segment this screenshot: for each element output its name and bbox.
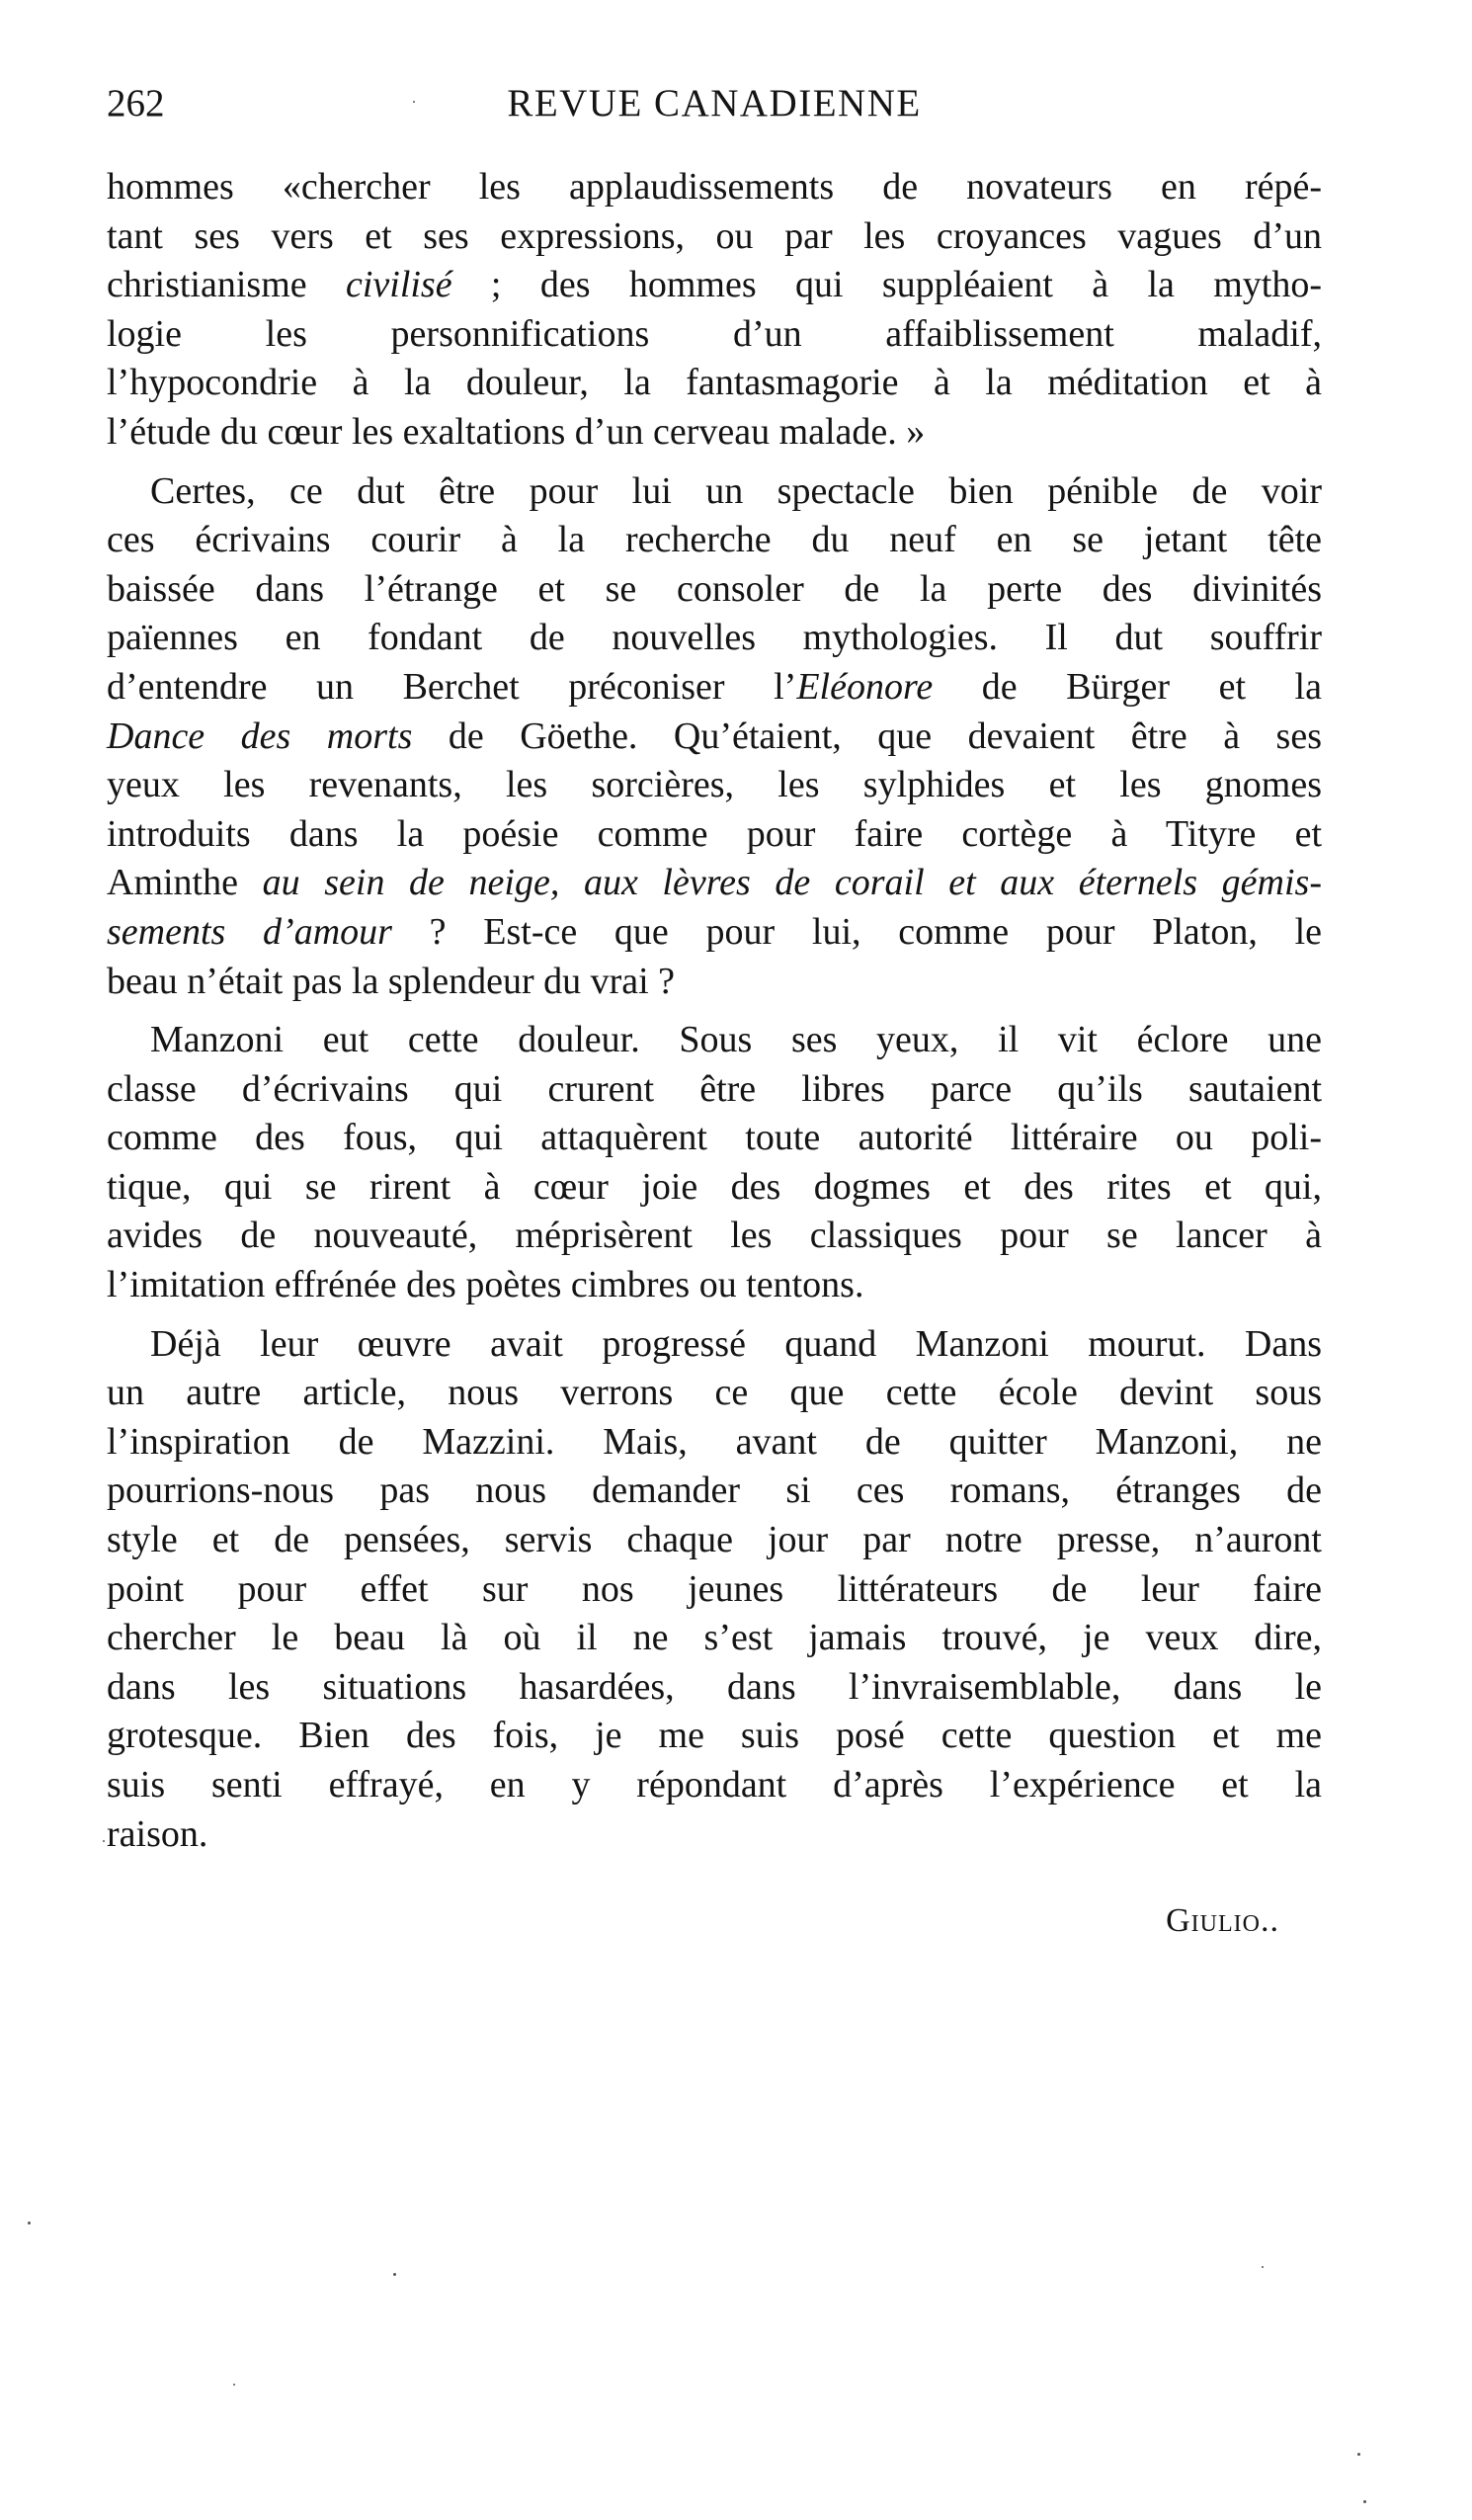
text-line bbox=[107, 713, 1322, 762]
scan-speck bbox=[413, 101, 415, 103]
text-run: un autre article, nous verrons ce que cette école devint sous bbox=[107, 1372, 1322, 1414]
page-number: 262 bbox=[107, 82, 165, 125]
text-line bbox=[107, 163, 1322, 212]
text-line bbox=[107, 663, 1322, 713]
text-line bbox=[107, 908, 1322, 958]
text-run: christianisme bbox=[107, 264, 346, 306]
text-run: hommes «chercher les applaudissements de novateurs en répé- bbox=[107, 166, 1322, 208]
text-line bbox=[107, 261, 1322, 310]
text-run: de Bürger et la bbox=[933, 665, 1322, 708]
text-run: introduits dans la poésie comme pour faire cortège à Tityre et bbox=[107, 812, 1322, 855]
italic-phrase: civilisé bbox=[345, 264, 452, 306]
text-line bbox=[107, 1663, 1322, 1713]
scan-speck bbox=[233, 2384, 235, 2386]
scan-speck bbox=[28, 2222, 31, 2225]
text-run: de Göethe. Qu’étaient, que devaient être à ses bbox=[412, 714, 1322, 757]
paragraph bbox=[107, 1320, 1322, 1860]
text-line bbox=[107, 761, 1322, 810]
text-run: Certes, ce dut être pour lui un spectacle bien pénible de voir bbox=[150, 469, 1322, 512]
text-line bbox=[107, 1163, 1322, 1213]
text-run: classe d’écrivains qui crurent être libres parce qu’ils sautaient bbox=[107, 1067, 1322, 1110]
text-run: yeux les revenants, les sorcières, les sylphides et les gnomes bbox=[107, 764, 1322, 806]
paragraph-gap bbox=[107, 1006, 1322, 1016]
text-run: avides de nouveauté, méprisèrent les classiques pour se lancer à bbox=[107, 1215, 1322, 1257]
text-run: l’imitation effrénée des poètes cimbres ou tentons. bbox=[107, 1264, 864, 1306]
text-run: tique, qui se rirent à cœur joie des dogmes et des rites et qui, bbox=[107, 1165, 1322, 1208]
italic-phrase: Dance des morts bbox=[107, 714, 413, 757]
text-line bbox=[107, 1712, 1322, 1761]
text-run: logie les personnifications d’un affaiblissement maladif, bbox=[107, 312, 1322, 355]
paragraph bbox=[107, 1016, 1322, 1310]
text-run: Aminthe bbox=[107, 862, 263, 904]
italic-phrase: sements d’amour bbox=[107, 910, 392, 953]
text-run: ? Est-ce que pour lui, comme pour Platon, le bbox=[391, 910, 1322, 953]
text-run: pourrions-nous pas nous demander si ces romans, étranges de bbox=[107, 1470, 1322, 1512]
text-run: l’hypocondrie à la douleur, la fantasmagorie à la méditation et à bbox=[107, 362, 1322, 404]
text-run: point pour effet sur nos jeunes littérateurs de leur faire bbox=[107, 1567, 1322, 1610]
text-line bbox=[107, 1810, 1322, 1860]
text-line bbox=[107, 1418, 1322, 1468]
text-run: Manzoni eut cette douleur. Sous ses yeux, il vit éclore une bbox=[150, 1019, 1322, 1061]
text-line bbox=[107, 1614, 1322, 1663]
article-body bbox=[107, 163, 1322, 1859]
running-title: REVUE CANADIENNE bbox=[507, 82, 922, 125]
text-line bbox=[107, 1369, 1322, 1418]
paragraph-gap bbox=[107, 1310, 1322, 1320]
page-header bbox=[107, 81, 1322, 140]
text-run: beau n’était pas la splendeur du vrai ? bbox=[107, 960, 676, 1002]
text-run: chercher le beau là où il ne s’est jamais trouvé, je veux dire, bbox=[107, 1617, 1322, 1659]
author-signature: Giulio.. bbox=[1166, 1902, 1279, 1939]
text-run: raison. bbox=[107, 1812, 208, 1855]
italic-phrase: au sein de neige, aux lèvres de corail et aux éternels gémis- bbox=[262, 862, 1322, 904]
text-line bbox=[107, 516, 1322, 565]
paragraph bbox=[107, 163, 1322, 458]
text-run: grotesque. Bien des fois, je me suis posé cette question et me bbox=[107, 1715, 1322, 1757]
text-line bbox=[107, 565, 1322, 615]
text-line bbox=[107, 1467, 1322, 1516]
scan-speck bbox=[393, 2273, 396, 2276]
text-run: suis senti effrayé, en y répondant d’après l’expérience et la bbox=[107, 1764, 1322, 1806]
text-line bbox=[107, 1516, 1322, 1565]
text-line bbox=[107, 310, 1322, 360]
text-line bbox=[107, 1761, 1322, 1810]
text-line bbox=[107, 467, 1322, 517]
text-line bbox=[107, 1016, 1322, 1065]
text-run: d’entendre un Berchet préconiser l’ bbox=[107, 665, 797, 708]
text-line bbox=[107, 859, 1322, 908]
text-line bbox=[107, 1565, 1322, 1615]
text-line bbox=[107, 1114, 1322, 1163]
text-run: dans les situations hasardées, dans l’invraisemblable, dans le bbox=[107, 1665, 1322, 1708]
text-line bbox=[107, 408, 1322, 458]
scan-speck bbox=[1363, 2500, 1366, 2503]
scan-speck bbox=[103, 1840, 105, 1842]
text-run: baissée dans l’étrange et se consoler de la perte des divinités bbox=[107, 567, 1322, 610]
text-run: tant ses vers et ses expressions, ou par les croyances vagues d’un bbox=[107, 214, 1322, 257]
text-run: ces écrivains courir à la recherche du neuf en se jetant tête bbox=[107, 519, 1322, 561]
text-run: l’inspiration de Mazzini. Mais, avant de quitter Manzoni, ne bbox=[107, 1420, 1322, 1463]
text-line bbox=[107, 810, 1322, 860]
text-line bbox=[107, 1320, 1322, 1370]
text-run: comme des fous, qui attaquèrent toute autorité littéraire ou poli- bbox=[107, 1117, 1322, 1159]
text-run: Déjà leur œuvre avait progressé quand Manzoni mourut. Dans bbox=[150, 1322, 1322, 1365]
text-line bbox=[107, 1065, 1322, 1115]
text-line bbox=[107, 359, 1322, 408]
text-run: païennes en fondant de nouvelles mythologies. Il dut souffrir bbox=[107, 617, 1322, 659]
text-run: style et de pensées, servis chaque jour par notre presse, n’auront bbox=[107, 1519, 1322, 1561]
scan-speck bbox=[1357, 2453, 1360, 2456]
text-line bbox=[107, 1212, 1322, 1261]
text-line bbox=[107, 958, 1322, 1007]
text-line bbox=[107, 1261, 1322, 1310]
italic-phrase: Eléonore bbox=[796, 665, 934, 708]
text-run: l’étude du cœur les exaltations d’un cerveau malade. » bbox=[107, 410, 926, 453]
paragraph-gap bbox=[107, 458, 1322, 467]
paragraph bbox=[107, 467, 1322, 1007]
text-line bbox=[107, 212, 1322, 262]
scan-speck bbox=[1262, 2266, 1264, 2268]
text-run: ; des hommes qui suppléaient à la mytho- bbox=[451, 264, 1322, 306]
text-line bbox=[107, 614, 1322, 663]
